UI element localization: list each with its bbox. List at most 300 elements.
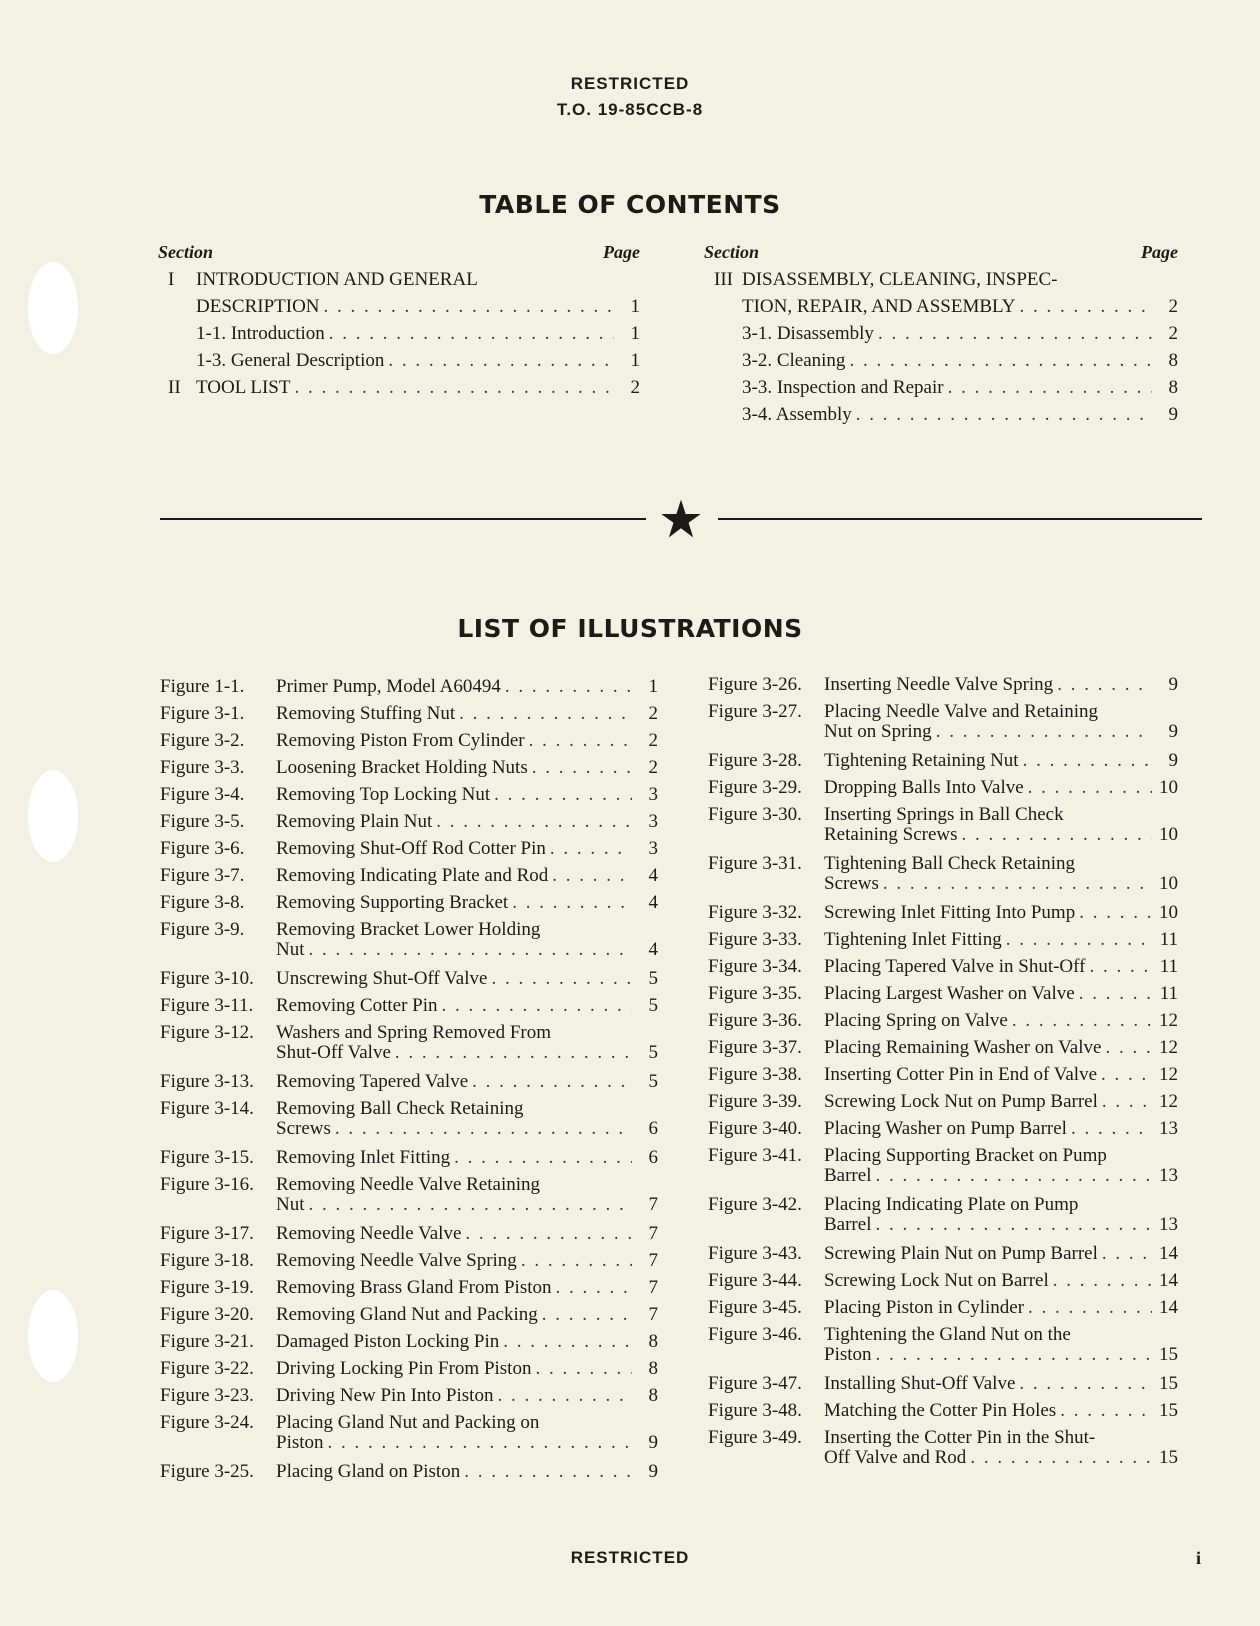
divider-rule-right	[718, 518, 1202, 520]
figure-label: Figure 3-47.	[708, 1373, 802, 1394]
figure-caption	[276, 1068, 658, 1095]
figure-entry	[160, 1247, 658, 1274]
caption-line	[824, 980, 1178, 1007]
figure-label: Figure 3-41.	[708, 1145, 802, 1166]
figure-caption	[276, 1355, 658, 1382]
figure-caption	[824, 1240, 1178, 1267]
entry-page: 14	[1159, 1243, 1178, 1264]
caption-line: Removing Needle Valve Retaining	[276, 1174, 541, 1195]
toc-left-column	[158, 242, 640, 401]
star-icon	[660, 498, 702, 540]
caption-line	[824, 824, 1178, 846]
figure-entry	[160, 835, 658, 862]
section-label: Section	[158, 242, 214, 262]
caption-line	[824, 1267, 1178, 1294]
divider-rule-left	[160, 518, 646, 520]
figure-label: Figure 3-15.	[160, 1147, 254, 1168]
entry-text: Primer Pump, Model A60494	[276, 676, 501, 697]
figure-label: Figure 3-17.	[160, 1223, 254, 1244]
caption-line	[276, 939, 658, 961]
figure-label: Figure 3-10.	[160, 968, 254, 989]
figure-label: Figure 3-16.	[160, 1174, 254, 1195]
caption-line	[276, 835, 658, 862]
entry-page: 11	[1159, 929, 1178, 950]
figure-caption	[276, 1171, 658, 1220]
caption-line	[824, 1034, 1178, 1061]
figure-label: Figure 3-2.	[160, 730, 245, 751]
figure-caption	[824, 747, 1178, 774]
figure-entry	[160, 1144, 658, 1171]
dot-leader	[324, 293, 614, 320]
figure-entry	[708, 1321, 1178, 1370]
caption-line	[824, 1214, 1178, 1236]
caption-line	[276, 965, 658, 992]
figure-entry	[708, 1115, 1178, 1142]
figure-label: Figure 3-48.	[708, 1400, 802, 1421]
figure-label: Figure 3-31.	[708, 853, 802, 874]
section-number: I	[168, 269, 175, 290]
figure-label: Figure 3-42.	[708, 1194, 802, 1215]
entry-page: 8	[648, 1385, 658, 1406]
figure-caption	[276, 965, 658, 992]
figure-label: Figure 3-3.	[160, 757, 245, 778]
figure-caption	[824, 953, 1178, 980]
dot-leader	[556, 1274, 632, 1301]
figure-entry	[160, 673, 658, 700]
figure-entry	[160, 1355, 658, 1382]
dot-leader	[472, 1068, 632, 1095]
caption-line: Inserting Springs in Ball Check	[824, 804, 1064, 825]
dot-leader	[1079, 899, 1152, 926]
caption-line	[824, 1061, 1178, 1088]
dot-leader	[1101, 1061, 1152, 1088]
figure-caption	[276, 754, 658, 781]
entry-page: 7	[648, 1304, 658, 1325]
entry-text: Removing Brass Gland From Piston	[276, 1277, 552, 1298]
figure-entry	[160, 1274, 658, 1301]
caption-line	[824, 899, 1178, 926]
entry-page: 3	[648, 811, 658, 832]
entry-page: 15	[1159, 1373, 1178, 1394]
figure-entry	[708, 801, 1178, 850]
caption-line	[824, 873, 1178, 895]
loi-right-column	[708, 671, 1178, 1473]
figure-label: Figure 3-30.	[708, 804, 802, 825]
figure-entry	[708, 926, 1178, 953]
caption-line	[824, 1397, 1178, 1424]
figure-label: Figure 3-45.	[708, 1297, 802, 1318]
entry-page: 9	[1168, 721, 1178, 742]
caption-line	[276, 673, 658, 700]
dot-leader	[552, 862, 632, 889]
figure-caption	[276, 1274, 658, 1301]
entry-text: Screwing Lock Nut on Pump Barrel	[824, 1091, 1098, 1112]
caption-line	[276, 1068, 658, 1095]
figure-caption	[824, 899, 1178, 926]
caption-line	[276, 992, 658, 1019]
figure-caption	[824, 1294, 1178, 1321]
dot-leader	[1012, 1007, 1152, 1034]
caption-line	[276, 1194, 658, 1216]
entry-page: 10	[1159, 902, 1178, 923]
figure-entry	[708, 1294, 1178, 1321]
figure-entry	[708, 899, 1178, 926]
loi-title: LIST OF ILLUSTRATIONS	[457, 614, 803, 643]
entry-page: 8	[648, 1358, 658, 1379]
toc-section-entry	[158, 374, 640, 401]
dot-leader	[497, 1382, 632, 1409]
entry-text: Loosening Bracket Holding Nuts	[276, 757, 528, 778]
entry-text: Screws	[276, 1118, 331, 1139]
entry-text: 3-1. Disassembly	[742, 323, 874, 344]
caption-line	[824, 953, 1178, 980]
caption-line	[824, 1115, 1178, 1142]
figure-caption	[276, 835, 658, 862]
entry-page: 9	[1168, 674, 1178, 695]
figure-label: Figure 3-26.	[708, 674, 802, 695]
figure-caption	[824, 926, 1178, 953]
caption-line	[276, 1274, 658, 1301]
entry-text: Shut-Off Valve	[276, 1042, 391, 1063]
entry-text: Damaged Piston Locking Pin	[276, 1331, 500, 1352]
dot-leader	[395, 1042, 632, 1064]
figure-label: Figure 3-33.	[708, 929, 802, 950]
entry-page: 2	[1168, 296, 1178, 317]
caption-line	[824, 774, 1178, 801]
entry-page: 3	[648, 838, 658, 859]
figure-caption	[824, 671, 1178, 698]
dot-leader	[491, 965, 632, 992]
entry-page: 2	[648, 757, 658, 778]
dot-leader	[1019, 293, 1152, 320]
caption-line	[276, 1382, 658, 1409]
caption-line	[824, 1088, 1178, 1115]
dot-leader	[849, 347, 1152, 374]
figure-caption	[824, 1007, 1178, 1034]
dot-leader	[309, 1194, 633, 1216]
figure-caption	[824, 1115, 1178, 1142]
entry-page: 7	[648, 1223, 658, 1244]
entry-page: 1	[630, 323, 640, 344]
dot-leader	[521, 1247, 632, 1274]
figure-entry	[160, 1068, 658, 1095]
entry-page: 13	[1159, 1214, 1178, 1235]
figure-label: Figure 3-6.	[160, 838, 245, 859]
figure-entry	[708, 1397, 1178, 1424]
toc-item	[704, 320, 1178, 347]
figure-label: Figure 3-4.	[160, 784, 245, 805]
entry-page: 8	[1168, 350, 1178, 371]
figure-label: Figure 3-46.	[708, 1324, 802, 1345]
dot-leader	[494, 781, 632, 808]
figure-entry	[160, 754, 658, 781]
figure-entry	[160, 916, 658, 965]
toc-column-header	[704, 242, 1178, 266]
dot-leader	[542, 1301, 632, 1328]
entry-page: 13	[1159, 1118, 1178, 1139]
entry-text: DESCRIPTION	[196, 296, 320, 317]
figure-caption	[824, 1267, 1178, 1294]
figure-entry	[160, 889, 658, 916]
entry-text: Removing Tapered Valve	[276, 1071, 469, 1092]
figure-entry	[160, 781, 658, 808]
caption-line: Removing Bracket Lower Holding	[276, 919, 541, 940]
figure-label: Figure 3-18.	[160, 1250, 254, 1271]
entry-page: 6	[648, 1147, 658, 1168]
entry-text: Placing Washer on Pump Barrel	[824, 1118, 1067, 1139]
figure-label: Figure 3-32.	[708, 902, 802, 923]
section-number: II	[168, 377, 181, 398]
figure-entry	[708, 1088, 1178, 1115]
entry-page: 8	[1168, 377, 1178, 398]
figure-label: Figure 3-44.	[708, 1270, 802, 1291]
entry-text: Removing Needle Valve Spring	[276, 1250, 517, 1271]
figure-label: Figure 3-36.	[708, 1010, 802, 1031]
punch-hole	[28, 262, 78, 354]
dot-leader	[883, 873, 1152, 895]
entry-page: 14	[1159, 1270, 1178, 1291]
dot-leader	[1060, 1397, 1152, 1424]
figure-caption	[824, 1142, 1178, 1191]
figure-caption	[276, 1328, 658, 1355]
figure-label: Figure 3-20.	[160, 1304, 254, 1325]
figure-label: Figure 3-27.	[708, 701, 802, 722]
entry-text: Installing Shut-Off Valve	[824, 1373, 1016, 1394]
header-classification: RESTRICTED	[570, 74, 690, 93]
caption-line	[276, 700, 658, 727]
caption-line: Tightening Ball Check Retaining	[824, 853, 1076, 874]
dot-leader	[532, 754, 632, 781]
figure-label: Figure 3-40.	[708, 1118, 802, 1139]
footer-classification: RESTRICTED	[570, 1548, 690, 1567]
figure-caption	[824, 1191, 1178, 1240]
caption-line	[276, 808, 658, 835]
dot-leader	[436, 808, 632, 835]
figure-label: Figure 3-25.	[160, 1461, 254, 1482]
figure-entry	[708, 1370, 1178, 1397]
figure-entry	[708, 1240, 1178, 1267]
dot-leader	[876, 1344, 1152, 1366]
dot-leader	[1023, 747, 1152, 774]
dot-leader	[875, 1165, 1152, 1187]
figure-entry	[160, 1171, 658, 1220]
caption-line	[276, 727, 658, 754]
section-title: INTRODUCTION AND GENERAL	[196, 269, 478, 290]
figure-entry	[708, 1267, 1178, 1294]
dot-leader	[465, 1220, 632, 1247]
figure-caption	[276, 1409, 658, 1458]
entry-text: 3-3. Inspection and Repair	[742, 377, 944, 398]
caption-line	[276, 889, 658, 916]
dot-leader	[1102, 1240, 1152, 1267]
entry-text: TION, REPAIR, AND ASSEMBLY	[742, 296, 1016, 317]
figure-label: Figure 3-34.	[708, 956, 802, 977]
entry-text: Retaining Screws	[824, 824, 958, 845]
entry-text: Driving New Pin Into Piston	[276, 1385, 494, 1406]
entry-text: Nut	[276, 1194, 305, 1215]
caption-line	[276, 781, 658, 808]
figure-label: Figure 1-1.	[160, 676, 245, 697]
caption-line	[276, 1042, 658, 1064]
caption-line	[276, 754, 658, 781]
caption-line	[276, 1144, 658, 1171]
figure-entry	[708, 1424, 1178, 1473]
entry-text: Dropping Balls Into Valve	[824, 777, 1024, 798]
dot-leader	[550, 835, 632, 862]
dot-leader	[1028, 774, 1152, 801]
figure-label: Figure 3-23.	[160, 1385, 254, 1406]
caption-line	[824, 1294, 1178, 1321]
caption-line	[824, 1007, 1178, 1034]
figure-entry	[160, 727, 658, 754]
entry-text: 1-1. Introduction	[196, 323, 325, 344]
entry-text: Barrel	[824, 1214, 872, 1235]
figure-caption	[276, 1095, 658, 1144]
figure-entry	[708, 1007, 1178, 1034]
entry-text: Placing Gland on Piston	[276, 1461, 461, 1482]
figure-caption	[824, 980, 1178, 1007]
figure-entry	[708, 1191, 1178, 1240]
caption-line	[276, 1301, 658, 1328]
entry-page: 9	[1168, 404, 1178, 425]
entry-text: Screwing Plain Nut on Pump Barrel	[824, 1243, 1098, 1264]
figure-label: Figure 3-24.	[160, 1412, 254, 1433]
figure-caption	[276, 916, 658, 965]
section-number: III	[714, 269, 733, 290]
dot-leader	[1028, 1294, 1152, 1321]
entry-text: Nut	[276, 939, 305, 960]
figure-label: Figure 3-29.	[708, 777, 802, 798]
entry-text: Off Valve and Rod	[824, 1447, 967, 1468]
entry-page: 12	[1159, 1010, 1178, 1031]
toc-item	[704, 347, 1178, 374]
caption-line: Tightening the Gland Nut on the	[824, 1324, 1071, 1345]
entry-page: 5	[648, 1071, 658, 1092]
caption-line	[824, 1344, 1178, 1366]
dot-leader	[1089, 953, 1152, 980]
entry-text: Piston	[824, 1344, 872, 1365]
entry-text: Driving Locking Pin From Piston	[276, 1358, 532, 1379]
figure-label: Figure 3-21.	[160, 1331, 254, 1352]
figure-caption	[824, 698, 1178, 747]
entry-text: 3-4. Assembly	[742, 404, 852, 425]
loi-left-column	[160, 673, 658, 1485]
toc-section-heading	[704, 266, 1178, 293]
entry-page: 9	[1168, 750, 1178, 771]
entry-page: 11	[1159, 956, 1178, 977]
figure-caption	[276, 1019, 658, 1068]
entry-page: 3	[648, 784, 658, 805]
dot-leader	[294, 374, 614, 401]
caption-line: Removing Ball Check Retaining	[276, 1098, 524, 1119]
figure-label: Figure 3-37.	[708, 1037, 802, 1058]
entry-text: Unscrewing Shut-Off Valve	[276, 968, 488, 989]
entry-page: 5	[648, 1042, 658, 1063]
entry-page: 12	[1159, 1037, 1178, 1058]
dot-leader	[388, 347, 614, 374]
entry-text: 1-3. General Description	[196, 350, 385, 371]
entry-text: Placing Largest Washer on Valve	[824, 983, 1075, 1004]
entry-page: 15	[1159, 1400, 1178, 1421]
entry-text: Barrel	[824, 1165, 872, 1186]
figure-entry	[160, 965, 658, 992]
entry-page: 9	[648, 1461, 658, 1482]
toc-item	[704, 401, 1178, 428]
entry-text: Removing Piston From Cylinder	[276, 730, 525, 751]
figure-caption	[276, 1382, 658, 1409]
figure-caption	[824, 850, 1178, 899]
entry-page: 15	[1159, 1344, 1178, 1365]
caption-line	[824, 721, 1178, 743]
dot-leader	[970, 1447, 1152, 1469]
figure-caption	[276, 1301, 658, 1328]
entry-page: 9	[648, 1432, 658, 1453]
entry-text: 3-2. Cleaning	[742, 350, 846, 371]
figure-caption	[276, 700, 658, 727]
dot-leader	[503, 1328, 632, 1355]
figure-entry	[160, 862, 658, 889]
entry-text: Removing Shut-Off Rod Cotter Pin	[276, 838, 546, 859]
caption-line	[276, 1328, 658, 1355]
caption-line	[824, 1165, 1178, 1187]
entry-text: Removing Plain Nut	[276, 811, 433, 832]
figure-entry	[160, 1019, 658, 1068]
figure-caption	[276, 781, 658, 808]
entry-page: 2	[648, 730, 658, 751]
figure-caption	[276, 673, 658, 700]
figure-label: Figure 3-13.	[160, 1071, 254, 1092]
dot-leader	[1079, 980, 1152, 1007]
figure-label: Figure 3-1.	[160, 703, 245, 724]
entry-page: 12	[1159, 1091, 1178, 1112]
caption-line	[824, 1447, 1178, 1469]
dot-leader	[1102, 1088, 1152, 1115]
dot-leader	[464, 1458, 632, 1485]
figure-caption	[276, 889, 658, 916]
entry-text: Screwing Lock Nut on Barrel	[824, 1270, 1049, 1291]
dot-leader	[529, 727, 632, 754]
entry-page: 4	[648, 939, 658, 960]
figure-entry	[708, 671, 1178, 698]
caption-line	[824, 1240, 1178, 1267]
figure-label: Figure 3-12.	[160, 1022, 254, 1043]
figure-entry	[160, 1301, 658, 1328]
dot-leader	[856, 401, 1152, 428]
caption-line	[276, 1355, 658, 1382]
caption-line	[824, 926, 1178, 953]
figure-caption	[824, 1424, 1178, 1473]
entry-text: Piston	[276, 1432, 324, 1453]
figure-entry	[160, 1458, 658, 1485]
figure-label: Figure 3-49.	[708, 1427, 802, 1448]
toc-right-column	[704, 242, 1178, 428]
dot-leader	[442, 992, 633, 1019]
toc-item	[704, 374, 1178, 401]
figure-entry	[708, 980, 1178, 1007]
entry-page: 14	[1159, 1297, 1178, 1318]
figure-entry	[708, 850, 1178, 899]
entry-text: Placing Tapered Valve in Shut-Off	[824, 956, 1086, 977]
entry-text: Removing Needle Valve	[276, 1223, 462, 1244]
section-label: Section	[704, 242, 760, 262]
entry-page: 2	[1168, 323, 1178, 344]
toc-item	[158, 320, 640, 347]
figure-entry	[708, 1142, 1178, 1191]
entry-text: Nut on Spring	[824, 721, 932, 742]
toc-section-entry	[158, 293, 640, 320]
caption-line	[276, 1458, 658, 1485]
caption-line	[276, 1247, 658, 1274]
